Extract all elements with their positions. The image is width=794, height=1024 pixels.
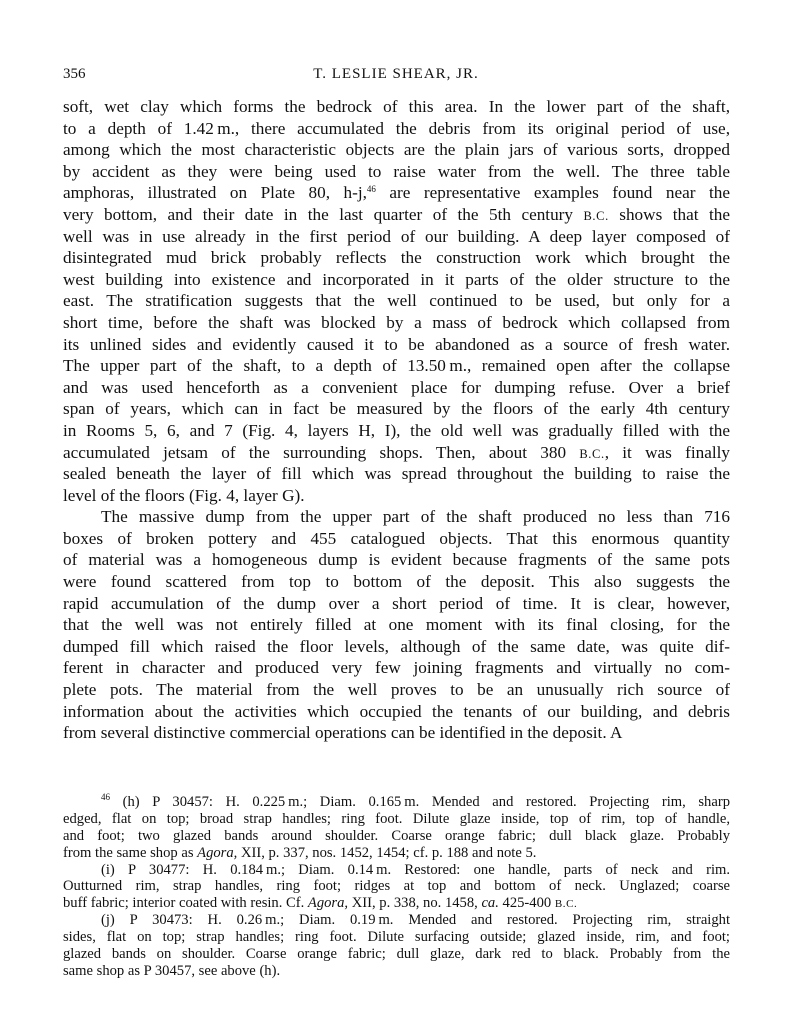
body-line (63, 118, 730, 140)
text-run: sides, flat on top; strap handles; ring foot. Dilute surfacing outside; glazed inside, rim, and foot; (63, 929, 730, 946)
body-line (63, 442, 730, 464)
body-line (63, 614, 730, 636)
text-run: XII, p. 338, no. 1458, (348, 895, 482, 912)
text-run: XII, p. 337, nos. 1452, 1454; cf. p. 188 and note 5. (237, 844, 537, 861)
text-run: ferent in character and produced very few joining fragments and virtually no com- (63, 658, 730, 678)
text-run: Outturned rim, strap handles, ring foot; ridges at top and bottom of neck. Unglazed; coarse (63, 878, 730, 895)
page-header (63, 66, 729, 86)
body-line (63, 96, 730, 118)
small-caps-run: B.C. (579, 446, 605, 461)
footnote-line (63, 828, 730, 845)
body-line (63, 398, 730, 420)
text-run: boxes of broken pottery and 455 catalogued objects. That this enormous quantity (63, 528, 730, 548)
text-run: The massive dump from the upper part of the shaft produced no less than 716 (101, 507, 730, 527)
body-line (63, 226, 730, 248)
footnote-line (63, 878, 730, 895)
body-line (63, 334, 730, 356)
italic-run: Agora, (307, 895, 349, 912)
text-run: from the same shop as (63, 844, 198, 861)
text-run: buff fabric; interior coated with resin. Cf. (63, 895, 308, 912)
text-run: shows that the (608, 204, 730, 224)
body-line (63, 571, 730, 593)
body-line (63, 636, 730, 658)
text-run: (j) P 30473: H. 0.26 m.; Diam. 0.19 m. Mended and restored. Projecting rim, straight (101, 912, 730, 929)
text-run: soft, wet clay which forms the bedrock of this area. In the lower part of the shaft, (63, 97, 730, 116)
footnote-line (63, 794, 730, 811)
body-line (63, 657, 730, 679)
footnote-line (63, 963, 730, 980)
text-run: plete pots. The material from the well proves to be an unusually rich source of (63, 680, 730, 700)
footnote-ref: 46 (366, 184, 376, 195)
body-line (63, 420, 730, 442)
footnote-line (63, 895, 730, 912)
text-run: sealed beneath the layer of fill which was spread throughout the building to raise the (63, 464, 730, 484)
text-run: (i) P 30477: H. 0.184 m.; Diam. 0.14 m. Restored: one handle, parts of neck and rim. (101, 861, 730, 878)
text-run: are representative examples found near the (375, 183, 730, 203)
text-run: accumulated jetsam of the surrounding shops. Then, about 380 (63, 442, 580, 462)
body-line (63, 204, 730, 226)
text-run: span of years, which can in fact be measured by the floors of the early 4th century (63, 399, 730, 419)
footnote-ref: 46 (101, 792, 110, 802)
text-run: rapid accumulation of the dump over a short period of time. It is clear, however, (63, 593, 730, 613)
text-run: from several distinctive commercial operations can be identified in the deposit. A (63, 723, 623, 743)
body-line (63, 549, 730, 571)
footnote-line (63, 845, 730, 862)
text-run: dumped fill which raised the floor levels, although of the same date, was quite dif- (63, 636, 730, 656)
footnotes (63, 794, 730, 980)
text-run: level of the floors (Fig. 4, layer G). (63, 485, 305, 505)
footnote-line (63, 946, 730, 963)
footnote-line (63, 811, 730, 828)
body-line (63, 528, 730, 550)
text-run: among which the most characteristic objects are the plain jars of various sorts, dropped (63, 140, 730, 160)
text-run: same shop as P 30457, see above (h). (63, 962, 281, 979)
running-head: T. LESLIE SHEAR, JR. (313, 66, 479, 82)
body-line (63, 679, 730, 701)
text-run: to a depth of 1.42 m., there accumulated the debris from its original period of use, (63, 118, 730, 138)
text-run: its unlined sides and evidently caused it to be abandoned as a source of fresh water. (63, 334, 730, 354)
page-number: 356 (63, 66, 86, 82)
body-line (63, 290, 730, 312)
text-run: information about the activities which occupied the tenants of our building, and debris (63, 701, 730, 721)
small-caps-run: B.C. (583, 208, 609, 223)
body-line (63, 593, 730, 615)
body-line (63, 269, 730, 291)
text-run: amphoras, illustrated on Plate 80, h-j, (63, 183, 367, 203)
italic-run: Agora, (197, 844, 238, 861)
text-run: were found scattered from top to bottom of the deposit. This also suggests the (63, 572, 730, 592)
text-run: glazed bands on shoulder. Coarse orange fabric; dull glaze, dark red to black. Probably from the (63, 946, 730, 963)
body-line (63, 355, 730, 377)
text-run: in Rooms 5, 6, and 7 (Fig. 4, layers H, I), the old well was gradually filled with the (63, 420, 730, 440)
text-run: by accident as they were being used to raise water from the well. The three table (63, 161, 730, 181)
footnote-line (63, 862, 730, 879)
body-line (63, 506, 730, 528)
body-line (63, 377, 730, 399)
text-run: that the well was not entirely filled at one moment with its final closing, for the (63, 615, 730, 635)
body-line (63, 485, 730, 507)
body-line (63, 247, 730, 269)
small-caps-run: B.C. (554, 898, 578, 911)
text-run: edged, flat on top; broad strap handles; ring foot. Dilute glaze inside, top of rim, top of handle, (63, 810, 730, 827)
footnote-line (63, 912, 730, 929)
text-run: well was in use already in the first period of our building. A deep layer composed of (63, 226, 730, 246)
text-run: disintegrated mud brick probably reflects the construction work which brought the (63, 248, 730, 268)
text-run: west building into existence and incorporated in it parts of the older structure to the (63, 269, 730, 289)
text-run: very bottom, and their date in the last quarter of the 5th century (63, 204, 584, 224)
italic-run: ca. (481, 895, 499, 912)
text-run: short time, before the shaft was blocked by a mass of bedrock which collapsed from (63, 312, 730, 332)
body-line (63, 722, 730, 744)
body-line (63, 182, 730, 204)
text-run: of material was a homogeneous dump is evident because fragments of the same pots (63, 550, 730, 570)
text-run: , it was finally (604, 442, 730, 462)
text-run: 425-400 (498, 895, 555, 912)
body-line (63, 463, 730, 485)
body-line (63, 312, 730, 334)
footnote-line (63, 929, 730, 946)
text-run: and was used henceforth as a convenient place for dumping refuse. Over a brief (63, 377, 730, 397)
body-text (63, 96, 730, 744)
body-line (63, 139, 730, 161)
text-run: (h) P 30457: H. 0.225 m.; Diam. 0.165 m. Mended and restored. Projecting rim, sharp (110, 794, 730, 810)
body-line (63, 701, 730, 723)
text-run: The upper part of the shaft, to a depth of 13.50 m., remained open after the collapse (63, 356, 730, 376)
body-line (63, 161, 730, 183)
text-run: and foot; two glazed bands around shoulder. Coarse orange fabric; dull black glaze. Probably (63, 827, 730, 844)
text-run: east. The stratification suggests that the well continued to be used, but only for a (63, 291, 730, 311)
